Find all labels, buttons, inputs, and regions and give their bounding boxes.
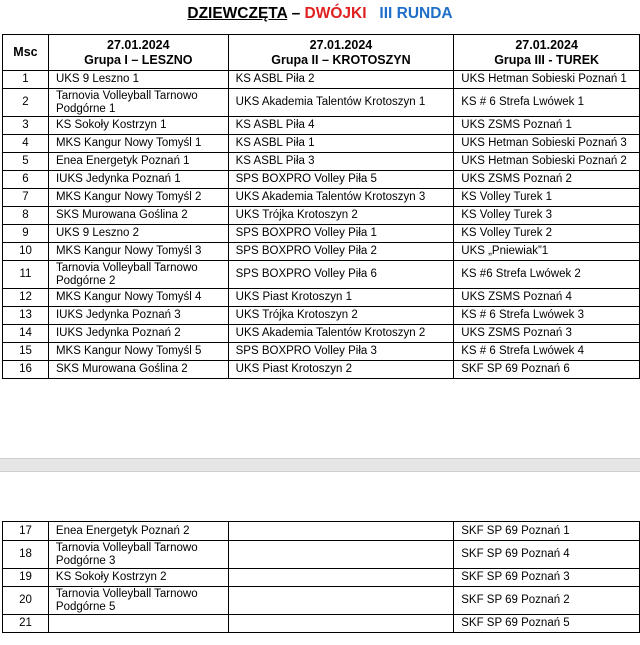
group-2-team-cell: KS ASBL Piła 2 [228, 71, 454, 89]
rank-cell: 5 [3, 153, 49, 171]
table-row [3, 343, 640, 361]
rank-cell: 2 [3, 89, 49, 117]
group-3-team-cell: KS #6 Strefa Lwówek 2 [454, 261, 640, 289]
group-1-team-cell: MKS Kangur Nowy Tomyśl 1 [48, 135, 228, 153]
table-row [3, 189, 640, 207]
rank-cell: 6 [3, 171, 49, 189]
table-row [3, 261, 640, 289]
rank-cell: 20 [3, 587, 49, 615]
header-group-1 [48, 35, 228, 71]
group-2-team-cell: UKS Trójka Krotoszyn 2 [228, 207, 454, 225]
rank-cell: 1 [3, 71, 49, 89]
group-2-team-cell: KS ASBL Piła 1 [228, 135, 454, 153]
header-group-3-name: Grupa III - TUREK [494, 52, 600, 67]
group-1-team-cell: UKS 9 Leszno 1 [48, 71, 228, 89]
group-2-team-cell [228, 522, 454, 541]
group-2-team-cell: UKS Akademia Talentów Krotoszyn 1 [228, 89, 454, 117]
title-round: III RUNDA [379, 5, 453, 22]
table-row [3, 289, 640, 307]
group-1-team-cell: IUKS Jedynka Poznań 1 [48, 171, 228, 189]
group-1-team-cell: MKS Kangur Nowy Tomyśl 5 [48, 343, 228, 361]
group-1-team-cell: Tarnovia Volleyball Tarnowo Podgórne 1 [48, 89, 228, 117]
group-1-team-cell: SKS Murowana Goślina 2 [48, 207, 228, 225]
header-group-2-name: Grupa II – KROTOSZYN [271, 52, 411, 67]
table-row [3, 587, 640, 615]
group-3-team-cell: KS Volley Turek 2 [454, 225, 640, 243]
table-row [3, 307, 640, 325]
rank-cell: 12 [3, 289, 49, 307]
table-row [3, 541, 640, 569]
group-1-team-cell [48, 615, 228, 633]
group-3-team-cell: KS Volley Turek 1 [454, 189, 640, 207]
header-group-2-date: 27.01.2024 [309, 37, 373, 52]
title-separator: – [291, 5, 301, 22]
group-2-team-cell: UKS Piast Krotoszyn 2 [228, 361, 454, 379]
table-row [3, 135, 640, 153]
group-1-team-cell: Tarnovia Volleyball Tarnowo Podgórne 5 [48, 587, 228, 615]
group-3-team-cell: UKS Hetman Sobieski Poznań 3 [454, 135, 640, 153]
rank-cell: 9 [3, 225, 49, 243]
group-3-team-cell: SKF SP 69 Poznań 4 [454, 541, 640, 569]
group-2-team-cell: UKS Piast Krotoszyn 1 [228, 289, 454, 307]
table-row [3, 225, 640, 243]
table-row [3, 171, 640, 189]
group-3-team-cell: UKS ZSMS Poznań 1 [454, 117, 640, 135]
table-row [3, 117, 640, 135]
group-1-team-cell: MKS Kangur Nowy Tomyśl 3 [48, 243, 228, 261]
header-group-3 [454, 35, 640, 71]
page-break [0, 458, 640, 472]
group-2-team-cell: SPS BOXPRO Volley Piła 2 [228, 243, 454, 261]
group-3-team-cell: SKF SP 69 Poznań 3 [454, 569, 640, 587]
group-3-team-cell: UKS Hetman Sobieski Poznań 2 [454, 153, 640, 171]
group-3-team-cell: UKS ZSMS Poznań 3 [454, 325, 640, 343]
group-2-team-cell: SPS BOXPRO Volley Piła 6 [228, 261, 454, 289]
group-3-team-cell: UKS ZSMS Poznań 4 [454, 289, 640, 307]
rank-cell: 17 [3, 522, 49, 541]
group-2-team-cell [228, 615, 454, 633]
group-1-team-cell: MKS Kangur Nowy Tomyśl 2 [48, 189, 228, 207]
rank-cell: 21 [3, 615, 49, 633]
rank-cell: 16 [3, 361, 49, 379]
group-1-team-cell: IUKS Jedynka Poznań 3 [48, 307, 228, 325]
table-row [3, 522, 640, 541]
title-girls: DZIEWCZĘTA [187, 5, 288, 22]
group-3-team-cell: SKF SP 69 Poznań 2 [454, 587, 640, 615]
page-title [0, 2, 640, 26]
table-row [3, 361, 640, 379]
group-3-team-cell: KS Volley Turek 3 [454, 207, 640, 225]
group-2-team-cell: UKS Akademia Talentów Krotoszyn 2 [228, 325, 454, 343]
rank-cell: 14 [3, 325, 49, 343]
group-2-team-cell: UKS Trójka Krotoszyn 2 [228, 307, 454, 325]
group-3-team-cell: UKS Hetman Sobieski Poznań 1 [454, 71, 640, 89]
table-row [3, 153, 640, 171]
group-1-team-cell: KS Sokoły Kostrzyn 1 [48, 117, 228, 135]
group-3-team-cell: SKF SP 69 Poznań 1 [454, 522, 640, 541]
group-1-team-cell: Tarnovia Volleyball Tarnowo Podgórne 3 [48, 541, 228, 569]
rank-cell: 3 [3, 117, 49, 135]
rank-cell: 7 [3, 189, 49, 207]
table-row [3, 243, 640, 261]
header-msc: Msc [3, 35, 49, 71]
group-1-team-cell: Enea Energetyk Poznań 2 [48, 522, 228, 541]
title-pairs: DWÓJKI [304, 5, 367, 22]
group-1-team-cell: KS Sokoły Kostrzyn 2 [48, 569, 228, 587]
table-row [3, 615, 640, 633]
results-table-continued [2, 521, 640, 633]
table-row [3, 71, 640, 89]
rank-cell: 4 [3, 135, 49, 153]
group-1-team-cell: MKS Kangur Nowy Tomyśl 4 [48, 289, 228, 307]
rank-cell: 15 [3, 343, 49, 361]
rank-cell: 11 [3, 261, 49, 289]
rank-cell: 8 [3, 207, 49, 225]
header-group-2 [228, 35, 454, 71]
rank-cell: 19 [3, 569, 49, 587]
header-group-1-date: 27.01.2024 [107, 37, 170, 52]
group-1-team-cell: Tarnovia Volleyball Tarnowo Podgórne 2 [48, 261, 228, 289]
group-2-team-cell: KS ASBL Piła 3 [228, 153, 454, 171]
group-1-team-cell: Enea Energetyk Poznań 1 [48, 153, 228, 171]
group-2-team-cell: KS ASBL Piła 4 [228, 117, 454, 135]
group-2-team-cell: SPS BOXPRO Volley Piła 3 [228, 343, 454, 361]
rank-cell: 13 [3, 307, 49, 325]
results-table [2, 34, 640, 379]
table-row [3, 207, 640, 225]
group-2-team-cell [228, 587, 454, 615]
group-3-team-cell: UKS ZSMS Poznań 2 [454, 171, 640, 189]
group-2-team-cell [228, 569, 454, 587]
group-2-team-cell [228, 541, 454, 569]
table-row [3, 569, 640, 587]
group-2-team-cell: UKS Akademia Talentów Krotoszyn 3 [228, 189, 454, 207]
header-group-1-name: Grupa I – LESZNO [84, 52, 193, 67]
group-1-team-cell: IUKS Jedynka Poznań 2 [48, 325, 228, 343]
group-3-team-cell: KS # 6 Strefa Lwówek 3 [454, 307, 640, 325]
group-3-team-cell: KS # 6 Strefa Lwówek 1 [454, 89, 640, 117]
table-row [3, 325, 640, 343]
rank-cell: 18 [3, 541, 49, 569]
group-3-team-cell: KS # 6 Strefa Lwówek 4 [454, 343, 640, 361]
group-2-team-cell: SPS BOXPRO Volley Piła 5 [228, 171, 454, 189]
header-group-3-date: 27.01.2024 [515, 37, 578, 52]
table-row [3, 89, 640, 117]
group-1-team-cell: SKS Murowana Goślina 2 [48, 361, 228, 379]
rank-cell: 10 [3, 243, 49, 261]
group-3-team-cell: UKS „Pniewiak”1 [454, 243, 640, 261]
group-3-team-cell: SKF SP 69 Poznań 5 [454, 615, 640, 633]
group-3-team-cell: SKF SP 69 Poznań 6 [454, 361, 640, 379]
group-2-team-cell: SPS BOXPRO Volley Piła 1 [228, 225, 454, 243]
group-1-team-cell: UKS 9 Leszno 2 [48, 225, 228, 243]
